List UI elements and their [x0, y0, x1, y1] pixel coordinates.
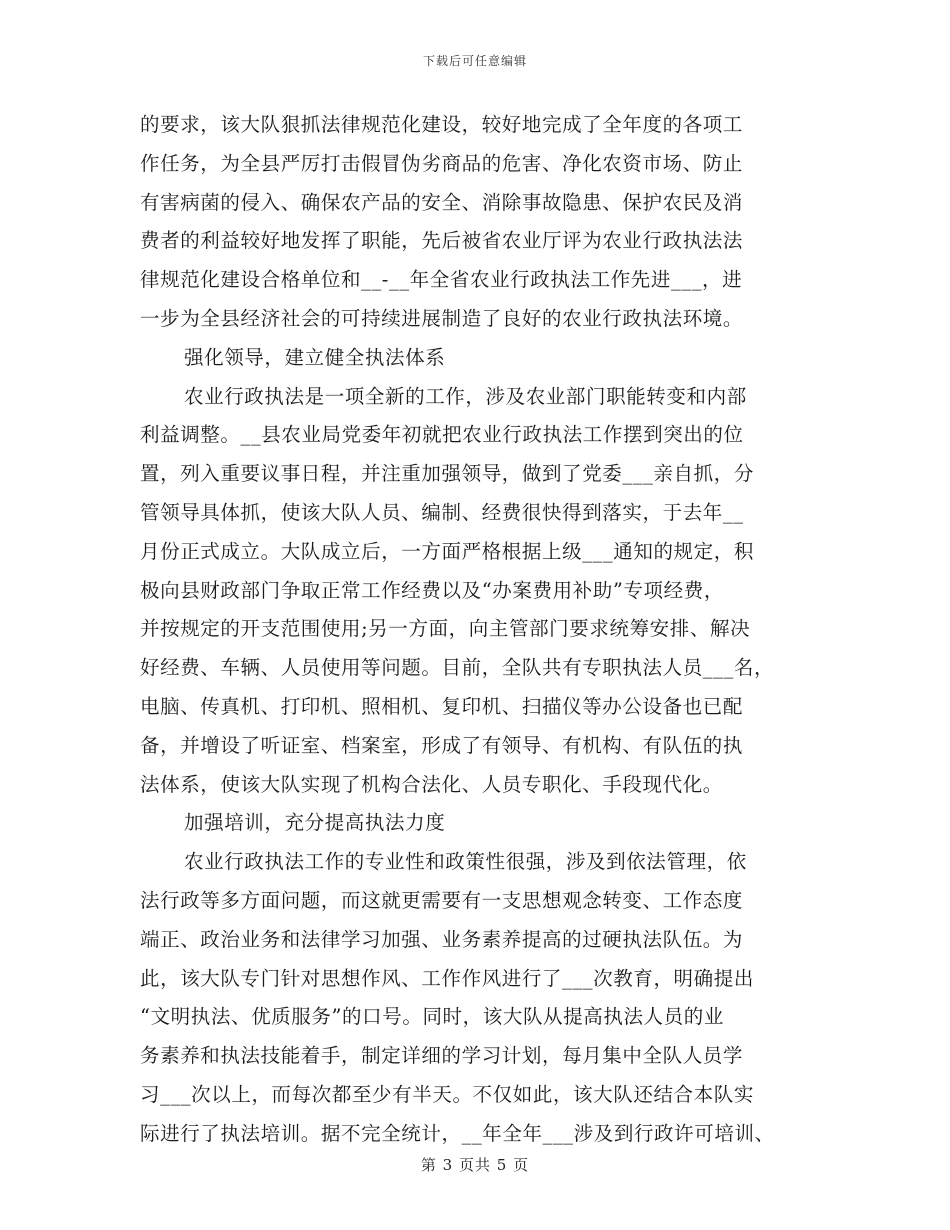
page-header: 下载后可任意编辑 — [422, 54, 527, 68]
text-line: 作任务，为全县严厉打击假冒伪劣商品的危害、净化农资市场、防止 — [140, 151, 744, 175]
text-line: 的要求，该大队狠抓法律规范化建设，较好地完成了全年度的各项工 — [140, 113, 744, 136]
text-line: 利益调整。__县农业局党委年初就把农业行政执法工作摆到突出的位 — [140, 423, 744, 447]
text-line: 有害病菌的侵入、确保农产品的安全、消除事故隐患、保护农民及消 — [140, 190, 744, 214]
text-line: 管领导具体抓，使该大队人员、编制、经费很快得到落实，于去年__ — [140, 500, 744, 524]
text-line: 务素养和执法技能着手，制定详细的学习计划，每月集中全队人员学 — [140, 1044, 744, 1068]
document-body — [140, 106, 830, 1154]
text-line: 好经费、车辆、人员使用等问题。目前，全队共有专职执法人员___名， — [140, 656, 775, 680]
text-line: 农业行政执法工作的专业性和政策性很强，涉及到依法管理，依 — [184, 850, 747, 874]
text-line: 此，该大队专门针对思想作风、工作作风进行了___次教育，明确提出 — [140, 966, 754, 990]
text-line: 强化领导，建立健全执法体系 — [184, 345, 446, 369]
text-line: 法体系，使该大队实现了机构合法化、人员专职化、手段现代化。 — [140, 772, 723, 796]
text-line: 习___次以上，而每次都至少有半天。不仅如此，该大队还结合本队实 — [140, 1082, 754, 1106]
text-line: 农业行政执法是一项全新的工作，涉及农业部门职能转变和内部 — [184, 384, 747, 408]
text-line: 法行政等多方面问题，而这就更需要有一支思想观念转变、工作态度 — [140, 888, 744, 912]
text-line: 极向县财政部门争取正常工作经费以及“办案费用补助”专项经费， — [140, 578, 724, 602]
text-line: 端正、政治业务和法律学习加强、业务素养提高的过硬执法队伍。为 — [140, 927, 744, 951]
text-line: 费者的利益较好地发挥了职能，先后被省农业厅评为农业行政执法法 — [140, 229, 744, 253]
text-line: 备，并增设了听证室、档案室，形成了有领导、有机构、有队伍的执 — [140, 733, 744, 757]
text-line: 电脑、传真机、打印机、照相机、复印机、扫描仪等办公设备也已配 — [140, 694, 744, 718]
text-line: 一步为全县经济社会的可持续进展制造了良好的农业行政执法环境。 — [140, 306, 744, 330]
text-line: 并按规定的开支范围使用;另一方面，向主管部门要求统筹安排、解决 — [140, 617, 751, 641]
text-line: 加强培训，充分提高执法力度 — [184, 811, 446, 835]
text-line: 律规范化建设合格单位和__-__年全省农业行政执法工作先进___，进 — [140, 268, 743, 292]
text-line: 际进行了执法培训。据不完全统计，__年全年___涉及到行政许可培训、 — [140, 1121, 775, 1145]
text-line: “文明执法、优质服务”的口号。同时，该大队从提高执法人员的业 — [140, 1005, 724, 1029]
text-line: 月份正式成立。大队成立后，一方面严格根据上级___通知的规定，积 — [140, 539, 754, 563]
text-line: 置，列入重要议事日程，并注重加强领导，做到了党委___亲自抓，分 — [140, 462, 754, 486]
page-footer: 第 3 页共 5 页 — [420, 1156, 530, 1174]
